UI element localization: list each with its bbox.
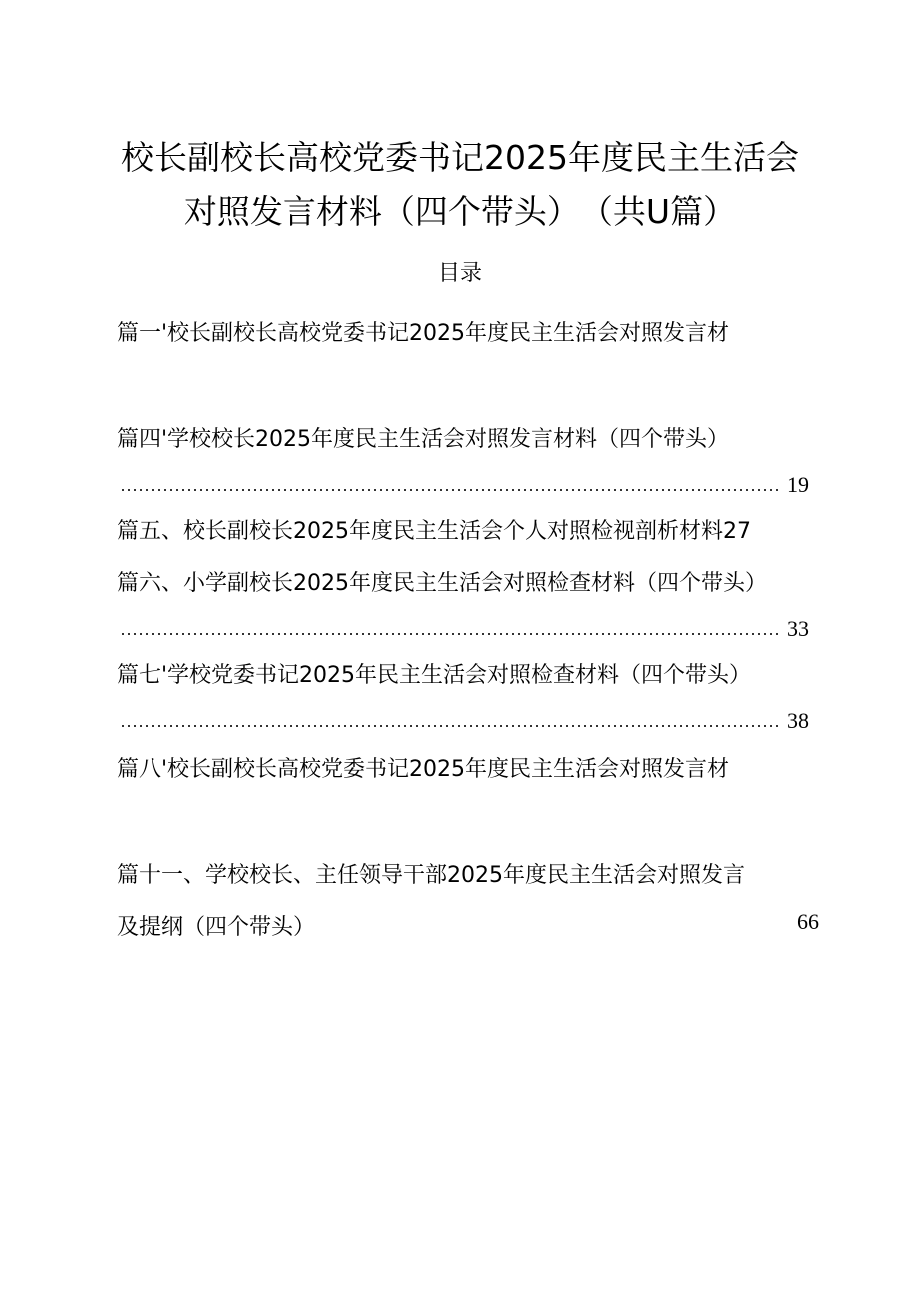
toc-entry-4-text[interactable]: 篇六、小学副校长2025年度民主生活会对照检查材料（四个带头） <box>117 571 767 596</box>
toc-entry-7-text-line-2[interactable]: 及提纲（四个带头） <box>117 915 316 940</box>
toc-entry-1-text[interactable]: 篇一'校长副校长高校党委书记2025年度民主生活会对照发言材 <box>117 321 730 346</box>
toc-entry-3-text[interactable]: 篇五、校长副校长2025年度民主生活会个人对照检视剖析材料27 <box>117 519 751 544</box>
toc-entry-5-text[interactable]: 篇七'学校党委书记2025年民主生活会对照检查材料（四个带头） <box>117 663 752 688</box>
toc-entry-7-text[interactable]: 篇十一、学校校长、主任领导干部2025年度民主生活会对照发言 <box>117 863 745 888</box>
toc-entry-4-page-number[interactable]: 33 <box>787 616 809 641</box>
toc-entry-2-page-number[interactable]: 19 <box>787 472 809 497</box>
document-title-line-1: 校长副校长高校党委书记2025年度民主生活会 <box>121 138 799 177</box>
toc-entry-6-text[interactable]: 篇八'校长副校长高校党委书记2025年度民主生活会对照发言材 <box>117 757 730 782</box>
toc-entry-2-text[interactable]: 篇四'学校校长2025年度民主生活会对照发言材料（四个带头） <box>117 427 730 452</box>
document-title-line-2: 对照发言材料（四个带头） （共U篇） <box>183 192 737 231</box>
toc-entry-2-dot-leader <box>120 488 782 492</box>
toc-entry-7-page-number[interactable]: 66 <box>797 909 819 934</box>
toc-entry-5-page-number[interactable]: 38 <box>787 708 809 733</box>
toc-heading: 目录 <box>437 261 482 286</box>
toc-entry-5-dot-leader <box>120 724 782 728</box>
toc-entry-4-dot-leader <box>120 632 782 636</box>
